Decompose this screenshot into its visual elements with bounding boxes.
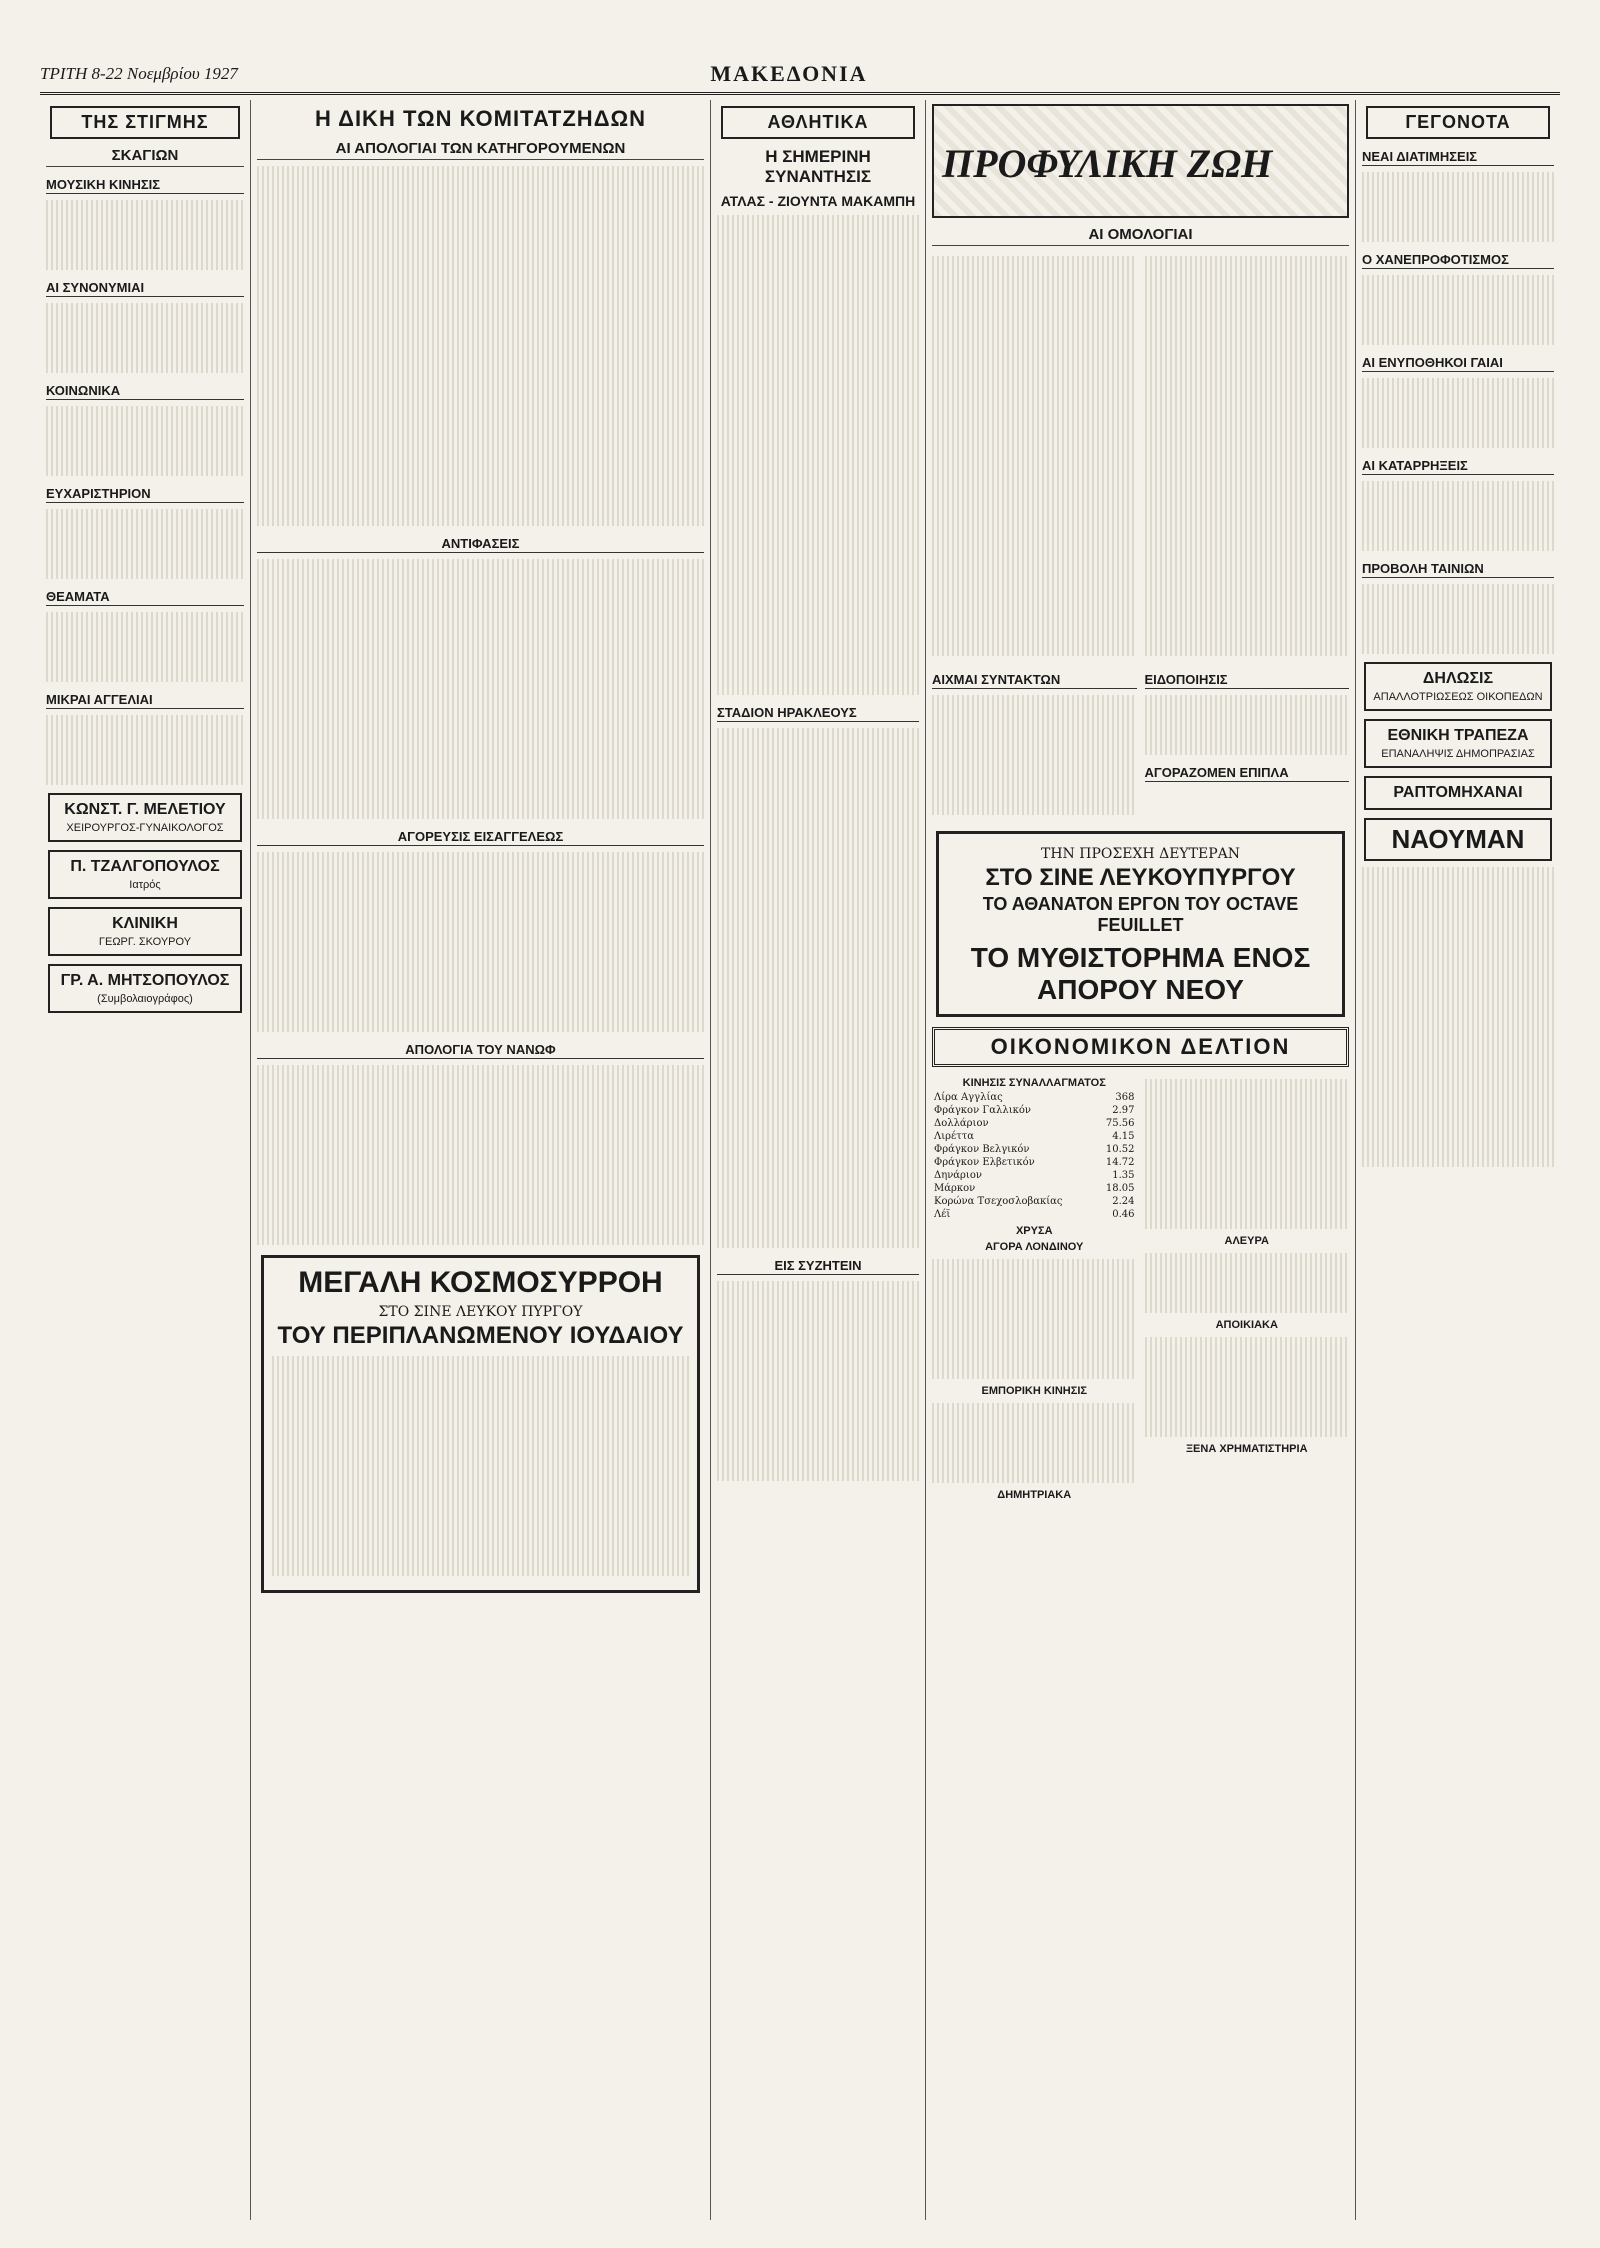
text-block bbox=[1362, 481, 1554, 551]
ad-title: ΚΩΝΣΤ. Γ. ΜΕΛΕΤΙΟΥ bbox=[64, 801, 226, 818]
advertisement bbox=[48, 907, 242, 956]
text-block bbox=[46, 509, 244, 579]
text-block bbox=[46, 303, 244, 373]
text-block bbox=[717, 728, 919, 1248]
section-title: ΑΠΟΛΟΓΙΑ ΤΟΥ ΝΑΝΩΦ bbox=[257, 1042, 704, 1059]
ad-subtitle: Ιατρός bbox=[129, 879, 161, 891]
text-block bbox=[46, 612, 244, 682]
advertisement bbox=[48, 964, 242, 1013]
section-title: ΜΙΚΡΑΙ ΑΓΓΕΛΙΑΙ bbox=[46, 692, 244, 709]
currency-name: Δολλάριον bbox=[934, 1118, 989, 1129]
text-block bbox=[46, 200, 244, 270]
advertisement bbox=[48, 793, 242, 842]
masthead bbox=[40, 56, 1560, 95]
currency-name: Κορώνα Τσεχοσλοβακίας bbox=[934, 1196, 1063, 1207]
newspaper-title: ΜΑΚΕΔΟΝΙΑ bbox=[710, 61, 868, 86]
table-row bbox=[932, 1130, 1137, 1143]
table-heading: ΔΗΜΗΤΡΙΑΚΑ bbox=[997, 1489, 1072, 1501]
ad-title: ΓΡ. Α. ΜΗΤΣΟΠΟΥΛΟΣ bbox=[60, 972, 230, 989]
currency-name: Δηνάριον bbox=[934, 1170, 982, 1181]
currency-name: Μάρκον bbox=[934, 1183, 976, 1194]
ad-subtitle: ΑΠΑΛΛΟΤΡΙΩΣΕΩΣ ΟΙΚΟΠΕΔΩΝ bbox=[1373, 691, 1543, 703]
text-block bbox=[1145, 1337, 1350, 1437]
cinema-advertisement bbox=[261, 1255, 700, 1593]
financial-columns bbox=[932, 1073, 1349, 1503]
ad-film-title: ΤΟΥ ΠΕΡΙΠΛΑΝΩΜΕΝΟΥ ΙΟΥΔΑΙΟΥ bbox=[277, 1322, 684, 1349]
article-subheadline: ΑΤΛΑΣ - ΖΙΟΥΝΤΑ ΜΑΚΑΜΠΗ bbox=[720, 193, 916, 209]
currency-name: Λιρέττα bbox=[934, 1131, 975, 1142]
text-block bbox=[717, 1281, 919, 1481]
advertisement bbox=[48, 850, 242, 899]
financial-bulletin-title: ΟΙΚΟΝΟΜΙΚΟΝ ΔΕΛΤΙΟΝ bbox=[932, 1027, 1349, 1067]
table-heading: ΕΜΠΟΡΙΚΗ ΚΙΝΗΣΙΣ bbox=[981, 1385, 1087, 1397]
text-block bbox=[1362, 867, 1554, 1167]
table-row bbox=[932, 1091, 1137, 1104]
text-block bbox=[932, 256, 1137, 656]
currency-name: Φράγκον Βελγικόν bbox=[934, 1144, 1030, 1155]
table-row bbox=[932, 1208, 1137, 1221]
ad-venue: ΣΤΟ ΣΙΝΕ ΛΕΥΚΟΥΠΥΡΓΟΥ bbox=[985, 864, 1296, 891]
two-col-text bbox=[932, 250, 1349, 662]
table-heading: ΑΓΟΡΑ ΛΟΝΔΙΝΟΥ bbox=[985, 1241, 1084, 1253]
column-1 bbox=[40, 100, 250, 2220]
currency-rate: 14.72 bbox=[1105, 1157, 1135, 1168]
currency-name: Φράγκον Ελβετικόν bbox=[934, 1157, 1035, 1168]
ad-venue: ΣΤΟ ΣΙΝΕ ΛΕΥΚΟΥ ΠΥΡΓΟΥ bbox=[378, 1304, 583, 1320]
text-block bbox=[932, 1403, 1137, 1483]
page-columns bbox=[40, 100, 1560, 2220]
table-row bbox=[932, 1117, 1137, 1130]
two-col-sections bbox=[932, 662, 1349, 821]
currency-name: Λέϊ bbox=[934, 1209, 951, 1220]
brand-logo: ΝΑΟΥΜΑΝ bbox=[1364, 818, 1552, 861]
advertisement bbox=[1364, 776, 1552, 810]
ad-title: ΕΘΝΙΚΗ ΤΡΑΠΕΖΑ bbox=[1387, 727, 1529, 744]
feature-banner bbox=[932, 104, 1349, 218]
column-5 bbox=[1355, 100, 1560, 2220]
section-title: ΑΙ ΚΑΤΑΡΡΗΞΕΙΣ bbox=[1362, 458, 1554, 475]
text-block bbox=[46, 406, 244, 476]
section-title: ΑΓΟΡΕΥΣΙΣ ΕΙΣΑΓΓΕΛΕΩΣ bbox=[257, 829, 704, 846]
feature-banner-text: ΠΡΟΦΥΛΙΚΗ ΖΩΗ bbox=[942, 141, 1273, 186]
advertisement bbox=[1364, 662, 1552, 711]
text-block bbox=[1145, 1253, 1350, 1313]
table-row bbox=[932, 1195, 1137, 1208]
table-heading: ΑΠΟΙΚΙΑΚΑ bbox=[1215, 1319, 1278, 1331]
currency-rate: 2.24 bbox=[1112, 1196, 1135, 1207]
text-block bbox=[1362, 172, 1554, 242]
ad-title: Π. ΤΖΑΛΓΟΠΟΥΛΟΣ bbox=[70, 858, 220, 875]
article-headline: Η ΔΙΚΗ ΤΩΝ ΚΟΜΙΤΑΤΖΗΔΩΝ bbox=[314, 106, 647, 131]
text-block bbox=[1362, 378, 1554, 448]
text-block bbox=[257, 166, 704, 526]
text-block bbox=[46, 715, 244, 785]
table-row bbox=[932, 1169, 1137, 1182]
ad-subtitle: ΕΠΑΝΑΛΗΨΙΣ ΔΗΜΟΠΡΑΣΙΑΣ bbox=[1381, 748, 1535, 760]
section-title: ΕΙΣ ΣΥΖΗΤΕΙΝ bbox=[717, 1258, 919, 1275]
currency-name: Φράγκον Γαλλικόν bbox=[934, 1105, 1031, 1116]
section-title: ΜΟΥΣΙΚΗ ΚΙΝΗΣΙΣ bbox=[46, 177, 244, 194]
section-title: ΝΕΑΙ ΔΙΑΤΙΜΗΣΕΙΣ bbox=[1362, 149, 1554, 166]
article-title: ΣΚΑΓΙΩΝ bbox=[46, 147, 244, 167]
section-title: ΚΟΙΝΩΝΙΚΑ bbox=[46, 383, 244, 400]
article-headline: Η ΣΗΜΕΡΙΝΗ ΣΥΝΑΝΤΗΣΙΣ bbox=[764, 147, 872, 186]
table-heading: ΞΕΝΑ ΧΡΗΜΑΤΙΣΤΗΡΙΑ bbox=[1185, 1443, 1308, 1455]
advertisement bbox=[1364, 719, 1552, 768]
ad-title: ΚΛΙΝΙΚΗ bbox=[112, 915, 178, 932]
table-heading: ΑΛΕΥΡΑ bbox=[1224, 1235, 1269, 1247]
text-block bbox=[1145, 1079, 1350, 1229]
ad-title: ΡΑΠΤΟΜΗΧΑΝΑΙ bbox=[1393, 784, 1523, 801]
section-title: ΣΤΑΔΙΟΝ ΗΡΑΚΛΕΟΥΣ bbox=[717, 705, 919, 722]
table-row bbox=[932, 1104, 1137, 1117]
currency-rate: 0.46 bbox=[1112, 1209, 1135, 1220]
currency-rate: 75.56 bbox=[1105, 1118, 1135, 1129]
cinema-advertisement bbox=[936, 831, 1345, 1017]
table-row bbox=[932, 1182, 1137, 1195]
ad-subtitle: ΧΕΙΡΟΥΡΓΟΣ-ΓΥΝΑΙΚΟΛΟΓΟΣ bbox=[66, 822, 224, 834]
currency-rate: 368 bbox=[1115, 1092, 1135, 1103]
currency-rate: 2.97 bbox=[1112, 1105, 1135, 1116]
text-block bbox=[1145, 256, 1350, 656]
article-headline: ΑΙ ΟΜΟΛΟΓΙΑΙ bbox=[932, 226, 1349, 246]
text-block bbox=[1145, 695, 1350, 755]
section-header: ΤΗΣ ΣΤΙΓΜΗΣ bbox=[50, 106, 240, 139]
section-title: ΠΡΟΒΟΛΗ ΤΑΙΝΙΩΝ bbox=[1362, 561, 1554, 578]
column-2 bbox=[250, 100, 710, 2220]
section-title: ΕΙΔΟΠΟΙΗΣΙΣ bbox=[1145, 672, 1350, 689]
column-3 bbox=[710, 100, 925, 2220]
section-title: ΕΥΧΑΡΙΣΤΗΡΙΟΝ bbox=[46, 486, 244, 503]
currency-rate: 10.52 bbox=[1105, 1144, 1135, 1155]
section-title: ΑΝΤΙΦΑΣΕΙΣ bbox=[257, 536, 704, 553]
text-block bbox=[932, 695, 1137, 815]
section-title: ΑΓΟΡΑΖΟΜΕΝ ΕΠΙΠΛΑ bbox=[1145, 765, 1350, 782]
table-row bbox=[932, 1143, 1137, 1156]
currency-rate: 4.15 bbox=[1112, 1131, 1135, 1142]
section-title: ΑΙΧΜΑΙ ΣΥΝΤΑΚΤΩΝ bbox=[932, 672, 1137, 689]
table-heading: ΚΙΝΗΣΙΣ ΣΥΝΑΛΛΑΓΜΑΤΟΣ bbox=[962, 1077, 1106, 1089]
issue-date: ΤΡΙΤΗ 8-22 Νοεμβρίου 1927 bbox=[40, 64, 238, 83]
ad-title: ΔΗΛΩΣΙΣ bbox=[1422, 670, 1494, 687]
section-title: Ο ΧΑΝΕΠΡΟΦΟΤΙΣΜΟΣ bbox=[1362, 252, 1554, 269]
text-block bbox=[257, 852, 704, 1032]
article-subheadline: ΑΙ ΑΠΟΛΟΓΙΑΙ ΤΩΝ ΚΑΤΗΓΟΡΟΥΜΕΝΩΝ bbox=[257, 140, 704, 160]
section-title: ΘΕΑΜΑΤΑ bbox=[46, 589, 244, 606]
text-block bbox=[257, 1065, 704, 1245]
column-4 bbox=[925, 100, 1355, 2220]
text-block bbox=[1362, 584, 1554, 654]
ad-headline: ΜΕΓΑΛΗ ΚΟΣΜΟΣΥΡΡΟΗ bbox=[298, 1266, 663, 1299]
text-block bbox=[717, 215, 919, 695]
currency-name: Λίρα Αγγλίας bbox=[934, 1092, 1003, 1103]
ad-text-block bbox=[272, 1356, 689, 1576]
section-header: ΓΕΓΟΝΟΤΑ bbox=[1366, 106, 1550, 139]
currency-rate: 1.35 bbox=[1112, 1170, 1135, 1181]
ad-subtitle: (Συμβολαιογράφος) bbox=[97, 993, 193, 1005]
currency-rate: 18.05 bbox=[1105, 1183, 1135, 1194]
ad-film-title: ΤΟ ΜΥΘΙΣΤΟΡΗΜΑ ΕΝΟΣ ΑΠΟΡΟΥ ΝΕΟΥ bbox=[970, 942, 1311, 1005]
text-block bbox=[1362, 275, 1554, 345]
section-header: ΑΘΛΗΤΙΚΑ bbox=[721, 106, 915, 139]
ad-work: ΤΟ ΑΘΑΝΑΤΟΝ ΕΡΓΟΝ ΤΟΥ OCTAVE FEUILLET bbox=[982, 894, 1299, 935]
ad-subtitle: ΓΕΩΡΓ. ΣΚΟΥΡΟΥ bbox=[98, 936, 192, 948]
exchange-rates-table bbox=[932, 1091, 1137, 1221]
text-block bbox=[932, 1259, 1137, 1379]
table-heading: ΧΡΥΣΑ bbox=[1015, 1225, 1053, 1237]
ad-headline: ΤΗΝ ΠΡΟΣΕΧΗ ΔΕΥΤΕΡΑΝ bbox=[1040, 846, 1240, 862]
text-block bbox=[257, 559, 704, 819]
section-title: ΑΙ ΣΥΝΟΝΥΜΙΑΙ bbox=[46, 280, 244, 297]
table-row bbox=[932, 1156, 1137, 1169]
section-title: ΑΙ ΕΝΥΠΟΘΗΚΟΙ ΓΑΙΑΙ bbox=[1362, 355, 1554, 372]
